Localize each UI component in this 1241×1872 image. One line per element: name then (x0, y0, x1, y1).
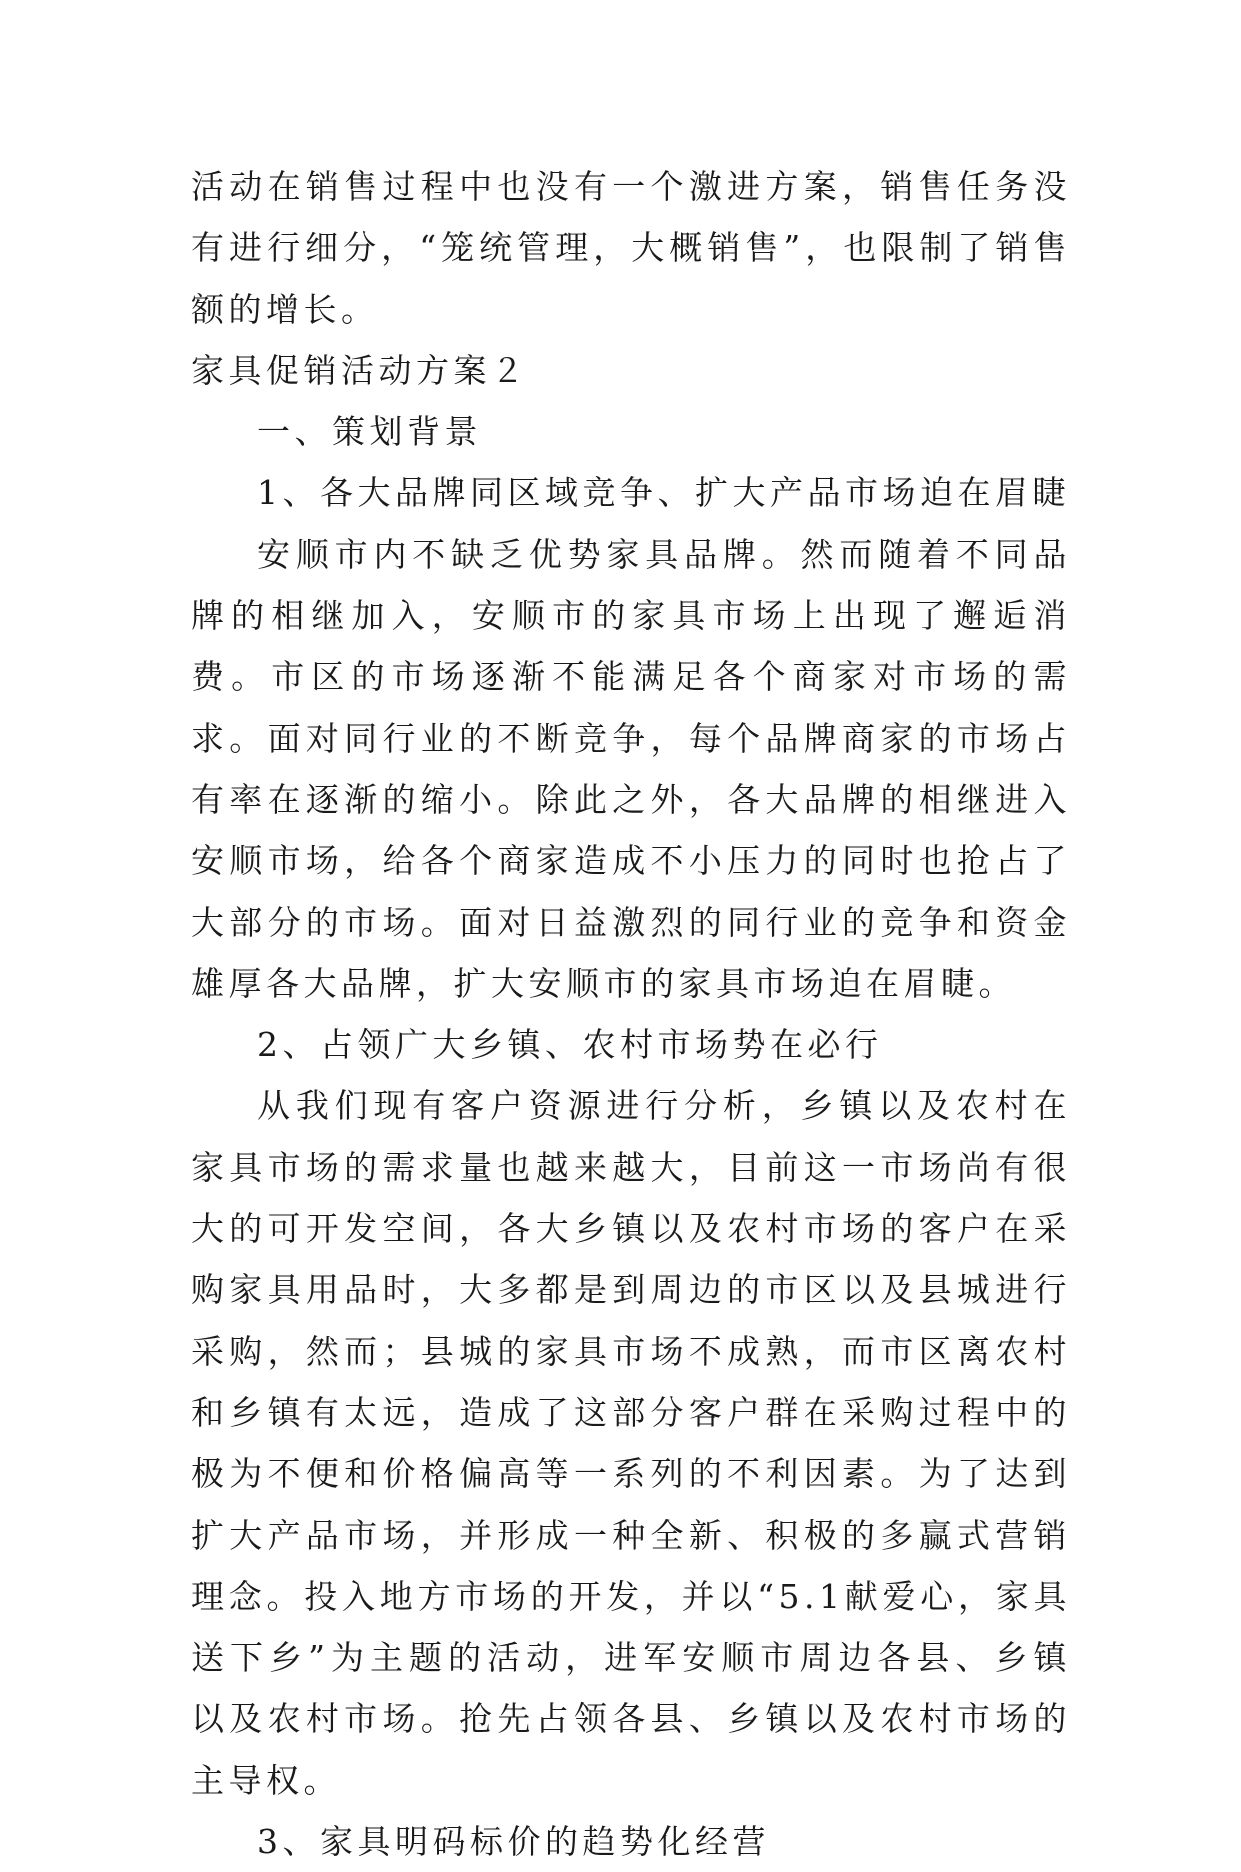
subsection-heading: 一、策划背景 (257, 412, 482, 452)
intro-paragraph: 活动在销售过程中也没有一个激进方案，销售任务没有进行细分，“笼统管理，大概销售”，也限制了销售额的增长。 (191, 167, 1071, 329)
item-1-body: 安顺市内不缺乏优势家具品牌。然而随着不同品牌的相继加入，安顺市的家具市场上出现了邂逅消费。市区的市场逐渐不能满足各个商家对市场的需求。面对同行业的不断竞争，每个品牌商家的市场占有率在逐渐的缩小。除此之外，各大品牌的相继进入安顺市场，给各个商家造成不小压力的同时也抢占了大部分的市场。面对日益激烈的同行业的竞争和资金雄厚各大品牌，扩大安顺市的家具市场迫在眉睫。 (191, 534, 1071, 1003)
item-3-title: 3、家具明码标价的趋势化经营 (257, 1822, 770, 1862)
item-2-body: 从我们现有客户资源进行分析，乡镇以及农村在家具市场的需求量也越来越大，目前这一市场尚有很大的可开发空间，各大乡镇以及农村市场的客户在采购家具用品时，大多都是到周边的市区以及县城进行采购，然而；县城的家具市场不成熟，而市区离农村和乡镇有太远，造成了这部分客户群在采购过程中的极为不便和价格偏高等一系列的不利因素。为了达到扩大产品市场，并形成一种全新、积极的多赢式营销理念。投入地方市场的开发，并以“5.1献爱心，家具送下乡”为主题的活动，进军安顺市周边各县、乡镇以及农村市场。抢先占领各县、乡镇以及农村市场的主导权。 (191, 1086, 1071, 1800)
item-2-title: 2、占领广大乡镇、农村市场势在必行 (257, 1025, 883, 1065)
section-title: 家具促销活动方案２ (191, 350, 529, 390)
document-body (191, 156, 1071, 1872)
item-1-title: 1、各大品牌同区域竞争、扩大产品市场迫在眉睫 (257, 473, 1070, 513)
